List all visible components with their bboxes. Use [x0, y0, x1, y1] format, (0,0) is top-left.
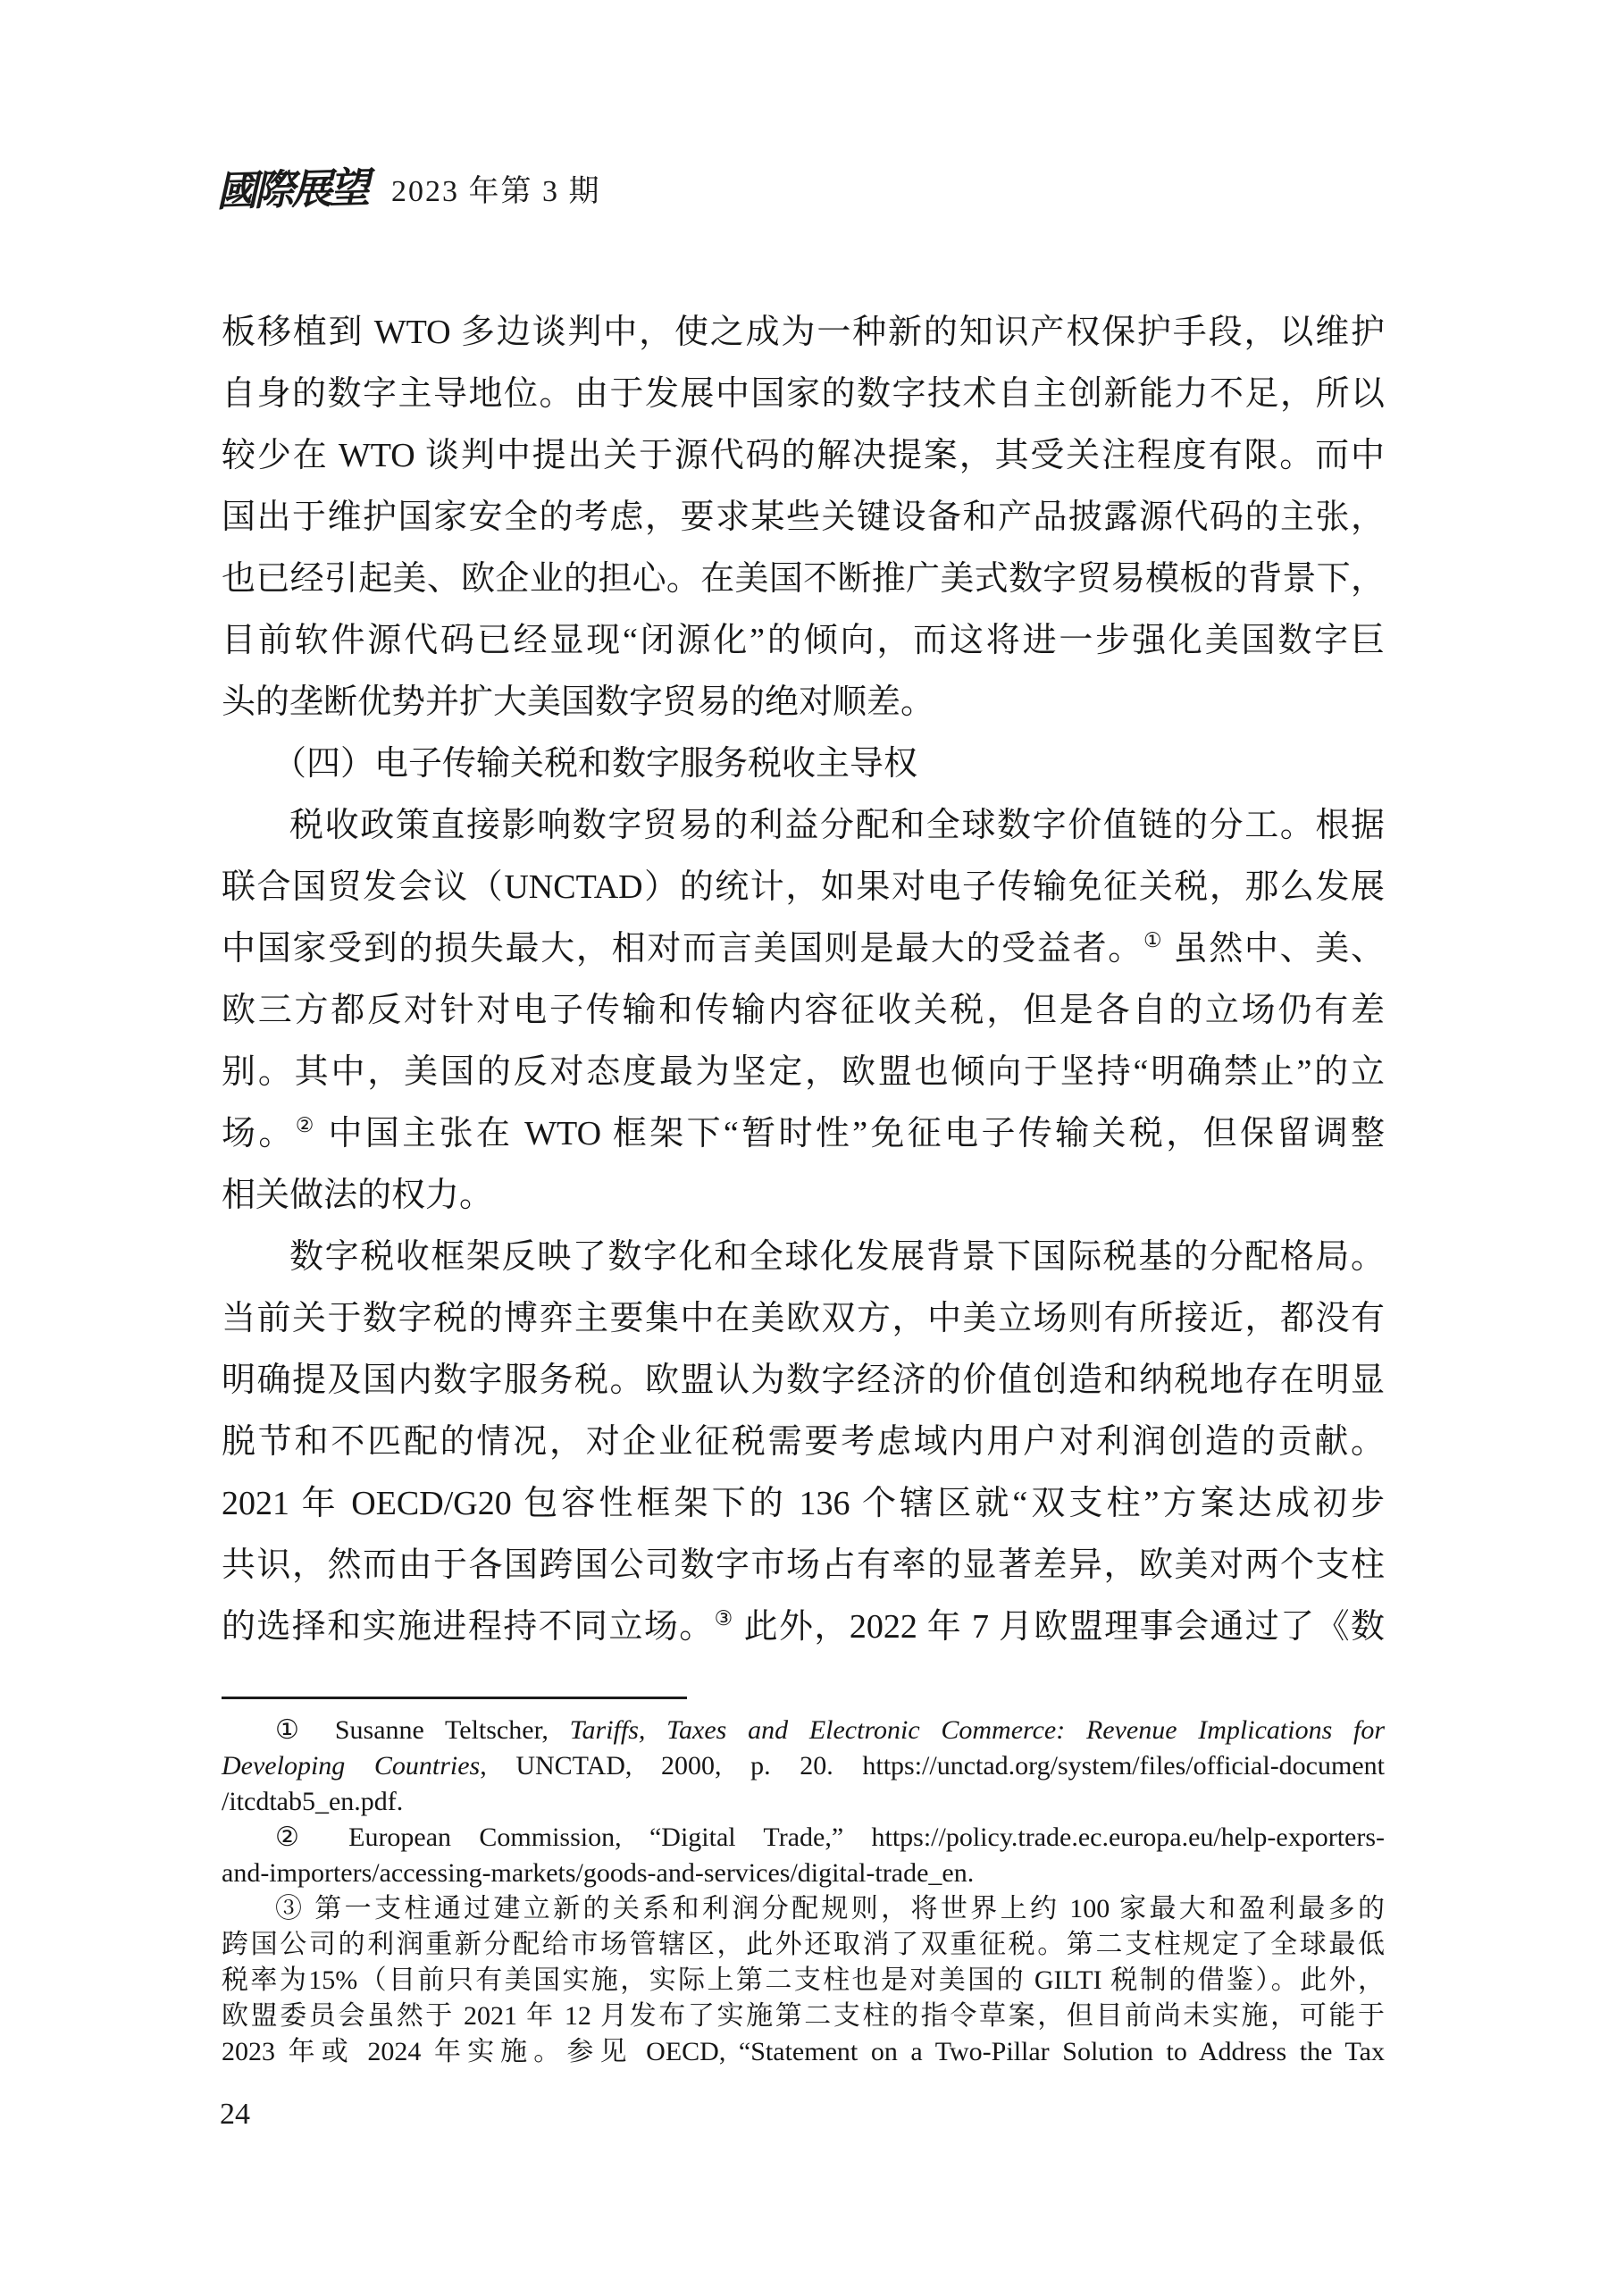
body-line — [222, 425, 1385, 487]
body-text-block — [222, 302, 1385, 1658]
body-line — [222, 549, 1385, 610]
text-segment: , UNCTAD, 2000, p. 20. https://unctad.org/system/files/official-document — [480, 1751, 1385, 1781]
text-segment: 也已经引起美、欧企业的担心。在美国不断推广美式数字贸易模板的背景下， — [222, 560, 1385, 598]
italic-title-text: Tariffs, Taxes and Electronic Commerce: Revenue Implications for — [569, 1715, 1386, 1745]
footnote-line — [222, 1891, 1385, 1927]
footnote-line — [222, 2034, 1385, 2070]
text-segment: 板移植到 WTO 多边谈判中，使之成为一种新的知识产权保护手段，以维护 — [222, 314, 1385, 351]
journal-logo: 國際展望 — [215, 164, 367, 215]
body-line — [222, 1412, 1385, 1473]
text-segment: 当前关于数字税的博弈主要集中在美欧双方，中美立场则有所接近，都没有 — [222, 1300, 1385, 1337]
body-line — [222, 980, 1385, 1042]
text-segment: ② European Commission, “Digital Trade,” https://policy.trade.ec.europa.eu/help-exporters- — [275, 1823, 1385, 1852]
body-line — [222, 487, 1385, 549]
body-line — [222, 610, 1385, 672]
footnote-line — [222, 1784, 1385, 1820]
text-segment: and-importers/accessing-markets/goods-and-services/digital-trade_en. — [222, 1858, 975, 1888]
footnote-line — [222, 1748, 1385, 1784]
text-segment: 脱节和不匹配的情况，对企业征税需要考虑域内用户对利润创造的贡献。 — [222, 1423, 1385, 1461]
body-line — [222, 733, 1385, 795]
body-line — [222, 1288, 1385, 1350]
text-segment: 税率为15%（目前只有美国实施，实际上第二支柱也是对美国的 GILTI 税制的借鉴）。此外， — [222, 1965, 1385, 1995]
footnote-line — [222, 1963, 1385, 1999]
text-segment: 共识，然而由于各国跨国公司数字市场占有率的显著差异，欧美对两个支柱 — [222, 1546, 1385, 1584]
text-segment: 税收政策直接影响数字贸易的利益分配和全球数字价值链的分工。根据 — [289, 807, 1385, 844]
text-segment: 中国家受到的损失最大，相对而言美国则是最大的受益者。 — [222, 930, 1144, 968]
body-line — [222, 1473, 1385, 1535]
text-segment: （四）电子传输关税和数字服务税收主导权 — [272, 745, 918, 783]
footnote-ref-marker: ② — [295, 1114, 317, 1136]
text-segment: 欧三方都反对针对电子传输和传输内容征收关税，但是各自的立场仍有差 — [222, 992, 1385, 1029]
footnote-ref-marker: ① — [1143, 929, 1164, 951]
text-segment: 头的垄断优势并扩大美国数字贸易的绝对顺差。 — [222, 683, 935, 721]
body-line — [222, 1042, 1385, 1103]
footnote-line — [222, 1927, 1385, 1963]
footnote-line — [222, 1713, 1385, 1748]
issue-label: 2023 年第 3 期 — [391, 175, 601, 208]
body-line — [222, 857, 1385, 918]
text-segment: 跨国公司的利润重新分配给市场管辖区，此外还取消了双重征税。第二支柱规定了全球最低 — [222, 1930, 1385, 1959]
body-line — [222, 795, 1385, 857]
text-segment: 较少在 WTO 谈判中提出关于源代码的解决提案，其受关注程度有限。而中 — [222, 437, 1385, 474]
text-segment: 场。 — [222, 1115, 296, 1152]
text-segment: 自身的数字主导地位。由于发展中国家的数字技术自主创新能力不足，所以 — [222, 375, 1385, 413]
text-segment: /itcdtab5_en.pdf. — [222, 1787, 404, 1816]
body-line — [222, 1165, 1385, 1227]
text-segment: 的选择和实施进程持不同立场。 — [222, 1608, 715, 1646]
page-number: 24 — [220, 2098, 250, 2131]
body-line — [222, 672, 1385, 733]
footnote-ref-marker: ③ — [714, 1607, 734, 1630]
text-segment: 欧盟委员会虽然于 2021 年 12 月发布了实施第二支柱的指令草案，但目前尚未实施，可能于 — [222, 2001, 1385, 2031]
text-segment: 别。其中，美国的反对态度最为坚定，欧盟也倾向于坚持“明确禁止”的立 — [222, 1053, 1385, 1091]
footnotes-block — [222, 1713, 1385, 2070]
body-line — [222, 1103, 1385, 1165]
text-segment: 目前软件源代码已经显现“闭源化”的倾向，而这将进一步强化美国数字巨 — [222, 622, 1385, 659]
footnote-line — [222, 1820, 1385, 1856]
text-segment: 联合国贸发会议（UNCTAD）的统计，如果对电子传输免征关税，那么发展 — [222, 868, 1385, 906]
italic-title-text: Developing Countries — [222, 1751, 481, 1781]
footnote-separator — [222, 1697, 687, 1699]
text-segment: 数字税收框架反映了数字化和全球化发展背景下国际税基的分配格局。 — [289, 1238, 1385, 1276]
body-line — [222, 1535, 1385, 1596]
body-line — [222, 1350, 1385, 1412]
body-line — [222, 918, 1385, 980]
body-line — [222, 1596, 1385, 1658]
text-segment: 中国主张在 WTO 框架下“暂时性”免征电子传输关税，但保留调整 — [316, 1115, 1385, 1152]
text-segment: 相关做法的权力。 — [222, 1177, 494, 1214]
footnote-line — [222, 1999, 1385, 2034]
text-segment: ③ 第一支柱通过建立新的关系和利润分配规则，将世界上约 100 家最大和盈利最多的 — [275, 1894, 1385, 1923]
text-segment: 明确提及国内数字服务税。欧盟认为数字经济的价值创造和纳税地存在明显 — [222, 1362, 1385, 1399]
text-segment: 此外，2022 年 7 月欧盟理事会通过了《数 — [733, 1608, 1385, 1646]
text-segment: 虽然中、美、 — [1163, 930, 1385, 968]
body-line — [222, 1227, 1385, 1288]
text-segment: 2021 年 OECD/G20 包容性框架下的 136 个辖区就“双支柱”方案达成初步 — [222, 1485, 1385, 1522]
body-line — [222, 302, 1385, 364]
footnote-line — [222, 1856, 1385, 1891]
text-segment: ① Susanne Teltscher, — [275, 1715, 570, 1745]
text-segment: 国出于维护国家安全的考虑，要求某些关键设备和产品披露源代码的主张， — [222, 499, 1385, 536]
text-segment: 2023 年或 2024 年实施。参见 OECD, “Statement on a Two-Pillar Solution to Address the Tax — [222, 2037, 1385, 2066]
body-line — [222, 364, 1385, 425]
